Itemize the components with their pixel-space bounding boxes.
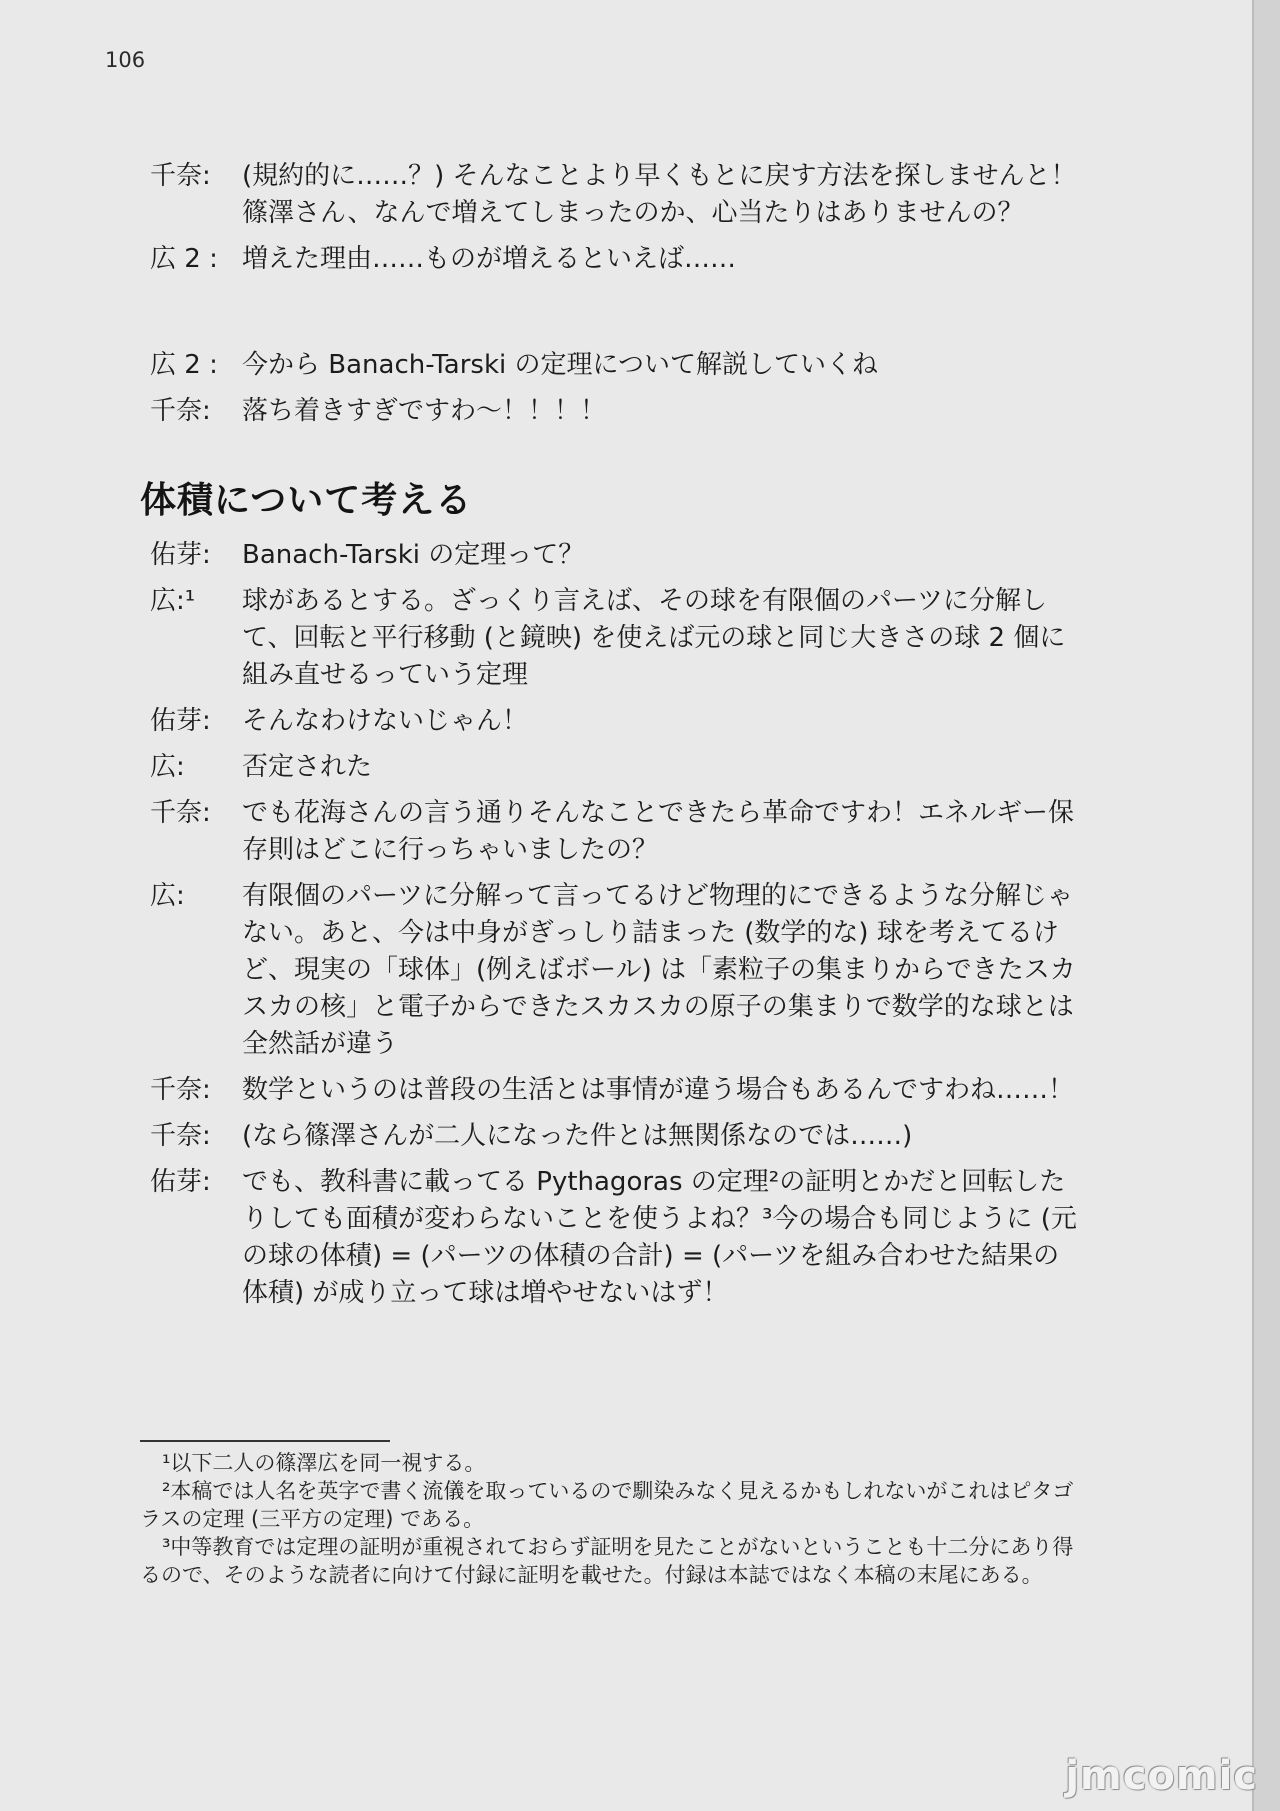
- speech-text: 有限個のパーツに分解って言ってるけど物理的にできるような分解じゃない。あと、今は中身がぎっしり詰まった (数学的な) 球を考えてるけど、現実の「球体」(例えばボール) は「素粒子の集まりからできたスカスカの核」と電子からできたスカスカの原子の集まりで数学的な球とは全然話が違う: [242, 881, 1076, 1059]
- section-heading: 体積について考える: [140, 480, 473, 521]
- speaker-label: 佑芽:: [150, 706, 211, 736]
- dialogue-block-section: [150, 537, 1080, 1312]
- footnote-divider: [140, 1440, 390, 1442]
- speech-text: Banach-Tarski の定理って？: [242, 540, 585, 570]
- dialogue-line: [150, 795, 1080, 869]
- dialogue-block-intro: [150, 158, 1080, 278]
- speaker-label: 広:¹: [150, 586, 196, 616]
- page-number: 106: [105, 48, 146, 72]
- dialogue-line: [150, 347, 1080, 384]
- speech-text: 数学というのは普段の生活とは事情が違う場合もあるんですわね……！: [242, 1075, 1075, 1105]
- speaker-label: 佑芽:: [150, 1167, 211, 1197]
- dialogue-line: [150, 583, 1080, 694]
- dialogue-line: [150, 1072, 1080, 1109]
- speech-text: 否定された: [242, 752, 373, 782]
- dialogue-line: [150, 393, 1080, 430]
- speech-text: 球があるとする。ざっくり言えば、その球を有限個のパーツに分解して、回転と平行移動 (と鏡映) を使えば元の球と同じ大きさの球 2 個に組み直せるっていう定理: [242, 586, 1066, 690]
- speaker-label: 広 2 :: [150, 350, 218, 380]
- speech-text: でも花海さんの言う通りそんなことできたら革命ですわ！エネルギー保存則はどこに行っちゃいましたの？: [242, 798, 1075, 865]
- speech-text: 今から Banach-Tarski の定理について解説していくね: [242, 350, 878, 380]
- watermark-logo: jmcomic: [1065, 1753, 1258, 1799]
- speaker-label: 広 2 :: [150, 244, 218, 274]
- dialogue-line: [150, 703, 1080, 740]
- dialogue-line: [150, 878, 1080, 1063]
- speech-text: でも、教科書に載ってる Pythagoras の定理²の証明とかだと回転したりしても面積が変わらないことを使うよね？³今の場合も同じように (元の球の体積) = (パーツの体積の合計) = (パーツを組み合わせた結果の体積) が成り立って球は増やせないはず！: [242, 1167, 1077, 1308]
- dialogue-line: [150, 749, 1080, 786]
- speaker-label: 千奈:: [150, 798, 211, 828]
- dialogue-line: [150, 158, 1080, 232]
- speaker-label: 千奈:: [150, 161, 211, 191]
- speaker-label: 千奈:: [150, 1075, 211, 1105]
- dialogue-line: [150, 1118, 1080, 1155]
- dialogue-line: [150, 241, 1080, 278]
- speaker-label: 千奈:: [150, 1121, 211, 1151]
- speaker-label: 広:: [150, 881, 185, 911]
- speech-text: 増えた理由……ものが増えるといえば……: [242, 244, 737, 274]
- footnote-2: ²本稿では人名を英字で書く流儀を取っているので馴染みなく見えるかもしれないがこれはピタゴラスの定理 (三平方の定理) である。: [140, 1479, 1074, 1531]
- speech-text: (規約的に……？) そんなことより早くもとに戻す方法を探しませんと！篠澤さん、なんで増えてしまったのか、心当たりはありませんの？: [242, 161, 1077, 228]
- speaker-label: 千奈:: [150, 396, 211, 426]
- footnote-1: ¹以下二人の篠澤広を同一視する。: [162, 1451, 486, 1475]
- dialogue-line: [150, 1164, 1080, 1312]
- speech-text: (なら篠澤さんが二人になった件とは無関係なのでは……): [242, 1121, 913, 1151]
- speech-text: 落ち着きすぎですわ～！！！！: [242, 396, 607, 426]
- speaker-label: 佑芽:: [150, 540, 211, 570]
- dialogue-line: [150, 537, 1080, 574]
- footnote-3: ³中等教育では定理の証明が重視されておらず証明を見たことがないということも十二分にあり得るので、そのような読者に向けて付録に証明を載せた。付録は本誌ではなく本稿の末尾にある。: [140, 1535, 1074, 1587]
- footnotes: [140, 1449, 1085, 1589]
- dialogue-block-intro-2: [150, 347, 1080, 430]
- speaker-label: 広:: [150, 752, 185, 782]
- speech-text: そんなわけないじゃん！: [242, 706, 529, 736]
